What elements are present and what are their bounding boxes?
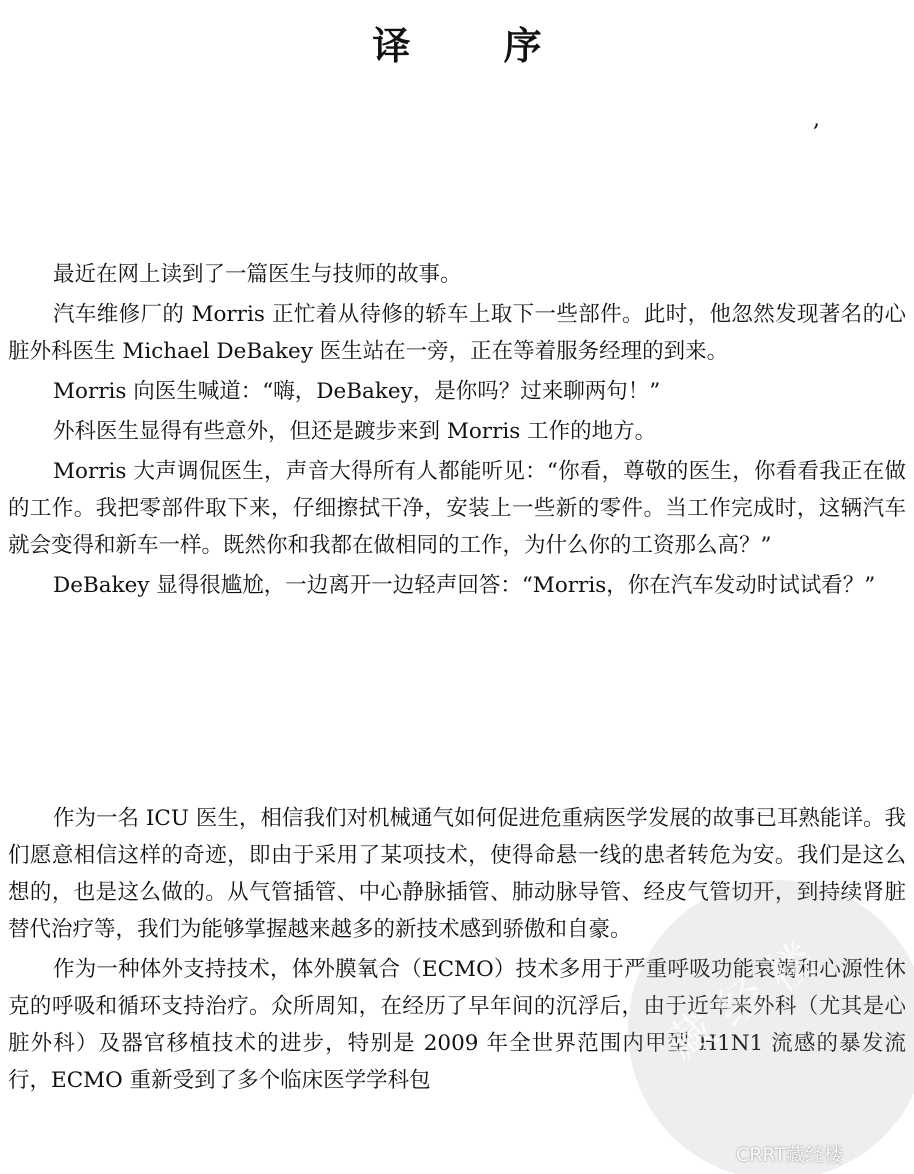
- page-title: 译 序: [372, 23, 582, 68]
- story-section: [8, 256, 906, 607]
- paragraph: Morris 大声调侃医生，声音大得所有人都能听见：“你看，尊敬的医生，你看看我正在做的工作。我把零部件取下来，仔细擦拭干净，安装上一些新的零件。当工作完成时，这辆汽车就会变得和新车一样。既然你和我都在做相同的工作，为什么你的工资那么高？”: [8, 459, 906, 558]
- paragraph: 作为一种体外支持技术，体外膜氧合（ECMO）技术多用于严重呼吸功能衰竭和心源性休克的呼吸和循环支持治疗。众所周知，在经历了早年间的沉浮后，由于近年来外科（尤其是心脏外科）及器官移植技术的进步，特别是 2009 年全世界范围内甲型 H1N1 流感的暴发流行，ECMO 重新受到了多个临床医学学科包: [8, 957, 906, 1093]
- paragraph: 作为一名 ICU 医生，相信我们对机械通气如何促进危重病医学发展的故事已耳熟能详。我们愿意相信这样的奇迹，即由于采用了某项技术，使得命悬一线的患者转危为安。我们是这么想的，也是这么做的。从气管插管、中心静脉插管、肺动脉导管、经皮气管切开，到持续肾脏替代治疗等，我们为能够掌握越来越多的新技术感到骄傲和自豪。: [8, 806, 906, 942]
- watermark-label: CRRT藏经楼: [736, 1144, 843, 1166]
- paragraph: Morris 向医生喊道：“嗨，DeBakey，是你吗？过来聊两句！”: [53, 379, 661, 404]
- paragraph: 外科医生显得有些意外，但还是踱步来到 Morris 工作的地方。: [53, 419, 657, 444]
- main-text-section: [8, 800, 906, 1102]
- paragraph: 汽车维修厂的 Morris 正忙着从待修的轿车上取下一些部件。此时，他忽然发现著名的心脏外科医生 Michael DeBakey 医生站在一旁，正在等着服务经理的到来。: [8, 302, 906, 364]
- paragraph: DeBakey 显得很尴尬，一边离开一边轻声回答：“Morris，你在汽车发动时试试看？”: [53, 573, 876, 598]
- paragraph: 最近在网上读到了一篇医生与技师的故事。: [53, 262, 462, 287]
- margin-mark: ,: [813, 107, 820, 132]
- watermark-glyphs: 藏 经 楼: [657, 931, 826, 1072]
